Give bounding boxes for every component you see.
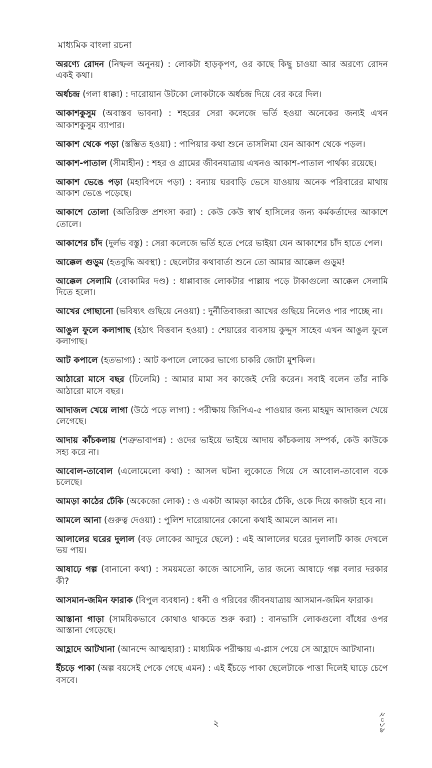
idiom-term: আসমান-জমিন ফারাক [56, 595, 133, 606]
entry-separator: : [166, 436, 178, 447]
idiom-term: আক্কেল সেলামি [56, 276, 112, 287]
idiom-meaning: (বানানো কথা) [101, 565, 152, 576]
idiom-example: এই ইঁচড়ে পাকা ছেলেটাকে পাত্তা দিলেই ঘাড়ে চেপে বসবে। [56, 664, 388, 686]
entry-separator: : [185, 645, 194, 656]
page-number: ২ [213, 719, 219, 729]
entry-separator: : [233, 535, 243, 546]
idiom-term: আখের গোছানো [56, 307, 114, 318]
idiom-entry [56, 258, 388, 269]
idiom-meaning: (হতবুদ্ধি অবস্থা) [106, 257, 161, 268]
idiom-meaning: (সীমাহীন) [109, 158, 144, 169]
idiom-meaning: (অল্প বয়সেই পেকে গেছে এমন) [97, 664, 206, 675]
idiom-entry [56, 239, 388, 250]
entry-separator: : [162, 109, 178, 120]
idiom-entry [56, 109, 388, 132]
idiom-example: আসল ঘটনা লুকোতে গিয়ে সে আবোল-তাবোল বকে চলেছে। [56, 466, 389, 489]
entry-separator: : [205, 664, 214, 675]
idiom-example: কেউ কেউ স্বার্থ হাসিলের জন্য কর্মকর্তাদের আকাশে তোলে। [56, 208, 389, 230]
side-code: ২০১৯ [378, 712, 387, 733]
entry-separator: : [135, 356, 144, 367]
idiom-example: পরীক্ষায় জিপিএ-৫ পাওয়ার জন্য মাহমুদ আদাজল খেয়ে লেগেছে। [56, 405, 389, 428]
idiom-example: ও একটা আমড়া কাঠের ঢেঁকি, ওকে দিয়ে কাজটা হবে না। [192, 497, 386, 508]
idiom-term: আট কপালে [56, 356, 98, 367]
idiom-term: অর্ধচন্দ্র [56, 90, 80, 101]
idiom-example: আট কপালে লোকের ভাগ্যে চাকরি জোটা মুশকিল। [143, 356, 316, 367]
idiom-entry [56, 467, 388, 490]
entry-separator: : [189, 405, 199, 416]
entry-separator: : [188, 595, 198, 606]
idiom-example: বন্যায় ঘরবাড়ি ভেসে যাওয়ায় অনেক পরিবারের মাথায় আকাশ ভেঙে পড়েছে। [56, 177, 389, 200]
idiom-meaning: (উঠে পড়ে লাগা) [130, 405, 190, 416]
idiom-entry [56, 565, 388, 588]
idiom-example: ওদের ভাইয়ে ভাইয়ে আদায় কাঁচকলায় সম্পর্ক, কেউ কাউকে সহ্য করে না। [56, 436, 389, 458]
idiom-entry [56, 307, 388, 318]
entry-separator: : [160, 257, 170, 268]
idiom-meaning: (গলা ধাক্কা) [82, 90, 123, 101]
idiom-term: আঙুল ফুলে কলাগাছ [56, 326, 131, 337]
idiom-entry [56, 326, 388, 349]
idiom-entry [56, 159, 388, 170]
idiom-meaning: (সাময়িকভাবে কোথাও থাকতে শুরু করা) [108, 614, 257, 625]
idiom-example: পাপিয়ার কথা শুনে তাসলিমা যেন আকাশ থেকে পড়ল। [179, 139, 366, 150]
idiom-term: আলালের ঘরের দুলাল [56, 535, 135, 546]
idiom-example: ধাপ্পাবাজ লোকটার পাল্লায় পড়ে টাকাগুলো আক্কেল সেলামি দিতে হলো। [56, 276, 389, 299]
idiom-entry [56, 60, 388, 83]
idiom-term: আকাশ-পাতাল [56, 158, 107, 169]
idiom-example: আমার মামা সব কাজেই দেরি করেন। সবাই বলেন তাঁর নাকি আঠারো মাসে বছর। [56, 375, 388, 397]
idiom-term: আমলে আনা [56, 516, 102, 527]
running-head: মাধ্যমিক বাংলা রচনা [58, 41, 132, 51]
entry-separator: : [171, 139, 180, 150]
idiom-meaning: (ঢিলেমি) [128, 375, 161, 386]
idiom-meaning: (এলোমেলো কথা) [117, 466, 183, 477]
idiom-meaning: (মহাবিপদে পড়া) [126, 177, 185, 188]
entry-separator: : [163, 60, 175, 70]
entry-separator: : [199, 307, 209, 318]
idiom-entry [56, 375, 388, 398]
idiom-example: ধনী ও গরিবের জীবনযাত্রায় আসমান-জমিন ফারাক। [197, 595, 374, 606]
idiom-entry [56, 497, 388, 508]
idiom-example: পুলিশ দারোয়ানের কোনো কথাই আমলে আনল না। [164, 516, 338, 527]
idiom-entry [56, 178, 388, 201]
idiom-entry [56, 596, 388, 607]
idiom-meaning: (হতভাগ্য) [100, 356, 136, 367]
idiom-meaning: (ভবিষ্যৎ গুছিয়ে নেওয়া) [115, 307, 200, 318]
entry-separator: : [196, 208, 208, 219]
idiom-term: আকাশে তোলা [56, 208, 109, 219]
idiom-term: আকাশ থেকে পড়া [56, 139, 119, 150]
idiom-term: আকাশের চাঁদ [56, 238, 103, 249]
idiom-example: শেয়ারের ব্যবসায় কুদ্দুস সাহেব এখন আঙুল ফুলে কলাগাছ। [56, 326, 389, 348]
idiom-example: ছেলেটার কথাবার্তা শুনে তো আমার আক্কেল গুড়ুম! [169, 257, 345, 268]
entry-separator: : [256, 614, 269, 625]
idiom-example: এই আলালের ঘরের দুলালটি কাজ দেখলে ভয় পায়। [56, 535, 388, 557]
idiom-meaning: (বড় লোকের আদুরে ছেলে) [137, 535, 233, 546]
idiom-entry [56, 406, 388, 429]
entry-separator: : [169, 276, 180, 287]
entry-separator: : [182, 466, 196, 477]
idiom-term: আকাশ ভেঙে পড়া [56, 177, 123, 188]
idiom-meaning: (বিপুল ব্যবধান) [135, 595, 189, 606]
idiom-example: লোকটা হাড়কৃপণ, ওর কাছে কিছু চাওয়া আর অরণ্যে রোদন একই কথা। [56, 60, 388, 82]
idiom-example: শহর ও গ্রামের জীবনযাত্রায় এখনও আকাশ-পাতাল পার্থক্য রয়েছে। [152, 158, 377, 169]
idiom-example: দুর্নীতিবাজরা আখের গুছিয়ে নিলেও পার পাচ্ছে না। [208, 307, 383, 318]
idiom-example: শহরের সেরা কলেজে ভর্তি হওয়া অনেকের জন্যই এখন আকাশকুসুম ব্যাপার। [56, 109, 389, 131]
idiom-term: আদাজল খেয়ে লাগা [56, 405, 128, 416]
entry-separator: : [151, 565, 163, 576]
idiom-term: আষাঢ়ে গল্প [56, 565, 98, 576]
idiom-entry [56, 90, 388, 101]
idiom-example: সময়মতো কাজে আসোনি, তার জন্যে আষাঢ়ে গল্প বলার দরকার কী? [56, 565, 389, 587]
idiom-meaning: (নিষ্ফল অনুনয়) [108, 60, 164, 70]
entry-separator: : [160, 375, 172, 386]
idiom-example: বানভাসি লোকগুলো বাঁধের ওপর আস্তানা গেড়েছে। [56, 614, 389, 637]
idiom-meaning: (হঠাৎ বিত্তবান হওয়া) [134, 326, 209, 337]
idiom-term: আহ্লাদে আটখানা [56, 645, 115, 656]
idiom-meaning: (অবাস্তব ভাবনা) [102, 109, 163, 120]
idiom-meaning: (আনন্দে আত্মহারা) [117, 645, 185, 656]
entry-separator: : [184, 177, 197, 188]
idiom-entry [56, 645, 388, 656]
idiom-term: আবোল-তাবোল [56, 466, 113, 477]
idiom-term: আদায় কাঁচকলায় [56, 436, 116, 447]
idiom-term: আকাশকুসুম [56, 109, 97, 120]
idiom-entry [56, 140, 388, 151]
idiom-term: আঠারো মাসে বছর [56, 375, 125, 386]
entry-separator: : [184, 497, 193, 508]
idiom-meaning: (বোকামির দণ্ড) [115, 276, 169, 287]
entry-separator: : [142, 238, 152, 249]
idiom-entry [56, 208, 388, 231]
idiom-example: মাধ্যমিক পরীক্ষায় এ-প্লাস পেয়ে সে আহ্লাদে আটখানা। [193, 645, 375, 656]
idiom-list [56, 60, 388, 695]
idiom-entry [56, 436, 388, 459]
entry-separator: : [143, 158, 153, 169]
entry-separator: : [155, 516, 165, 527]
idiom-term: আক্কেল গুড়ুম [56, 257, 104, 268]
idiom-entry [56, 615, 388, 638]
idiom-example: দারোয়ান উটকো লোকটাকে অর্ধচন্দ্র দিয়ে বের করে দিল। [131, 90, 322, 101]
idiom-meaning: (অতিরিক্ত প্রশংসা করা) [112, 208, 197, 219]
idiom-entry [56, 356, 388, 367]
idiom-entry [56, 535, 388, 558]
idiom-term: আমড়া কাঠের ঢেঁকি [56, 497, 124, 508]
idiom-entry [56, 664, 388, 687]
idiom-entry [56, 516, 388, 527]
entry-separator: : [122, 90, 132, 101]
idiom-term: আস্তানা গাড়া [56, 614, 105, 625]
idiom-meaning: (দুর্লভ বস্তু) [105, 238, 143, 249]
entry-separator: : [208, 326, 218, 337]
idiom-term: ইঁচড়ে পাকা [56, 664, 95, 675]
idiom-meaning: (স্তম্ভিত হওয়া) [121, 139, 172, 150]
idiom-example: সেরা কলেজে ভর্তি হতে পেরে ভাইয়া যেন আকাশের চাঁদ হাতে পেল। [151, 238, 383, 249]
idiom-meaning: (শত্রুভাবাপন্ন) [119, 436, 167, 447]
idiom-meaning: (গুরুত্ব দেওয়া) [104, 516, 156, 527]
idiom-entry [56, 277, 388, 300]
idiom-term: অরণ্যে রোদন [56, 60, 105, 70]
idiom-meaning: (অকেজো লোক) [126, 497, 185, 508]
